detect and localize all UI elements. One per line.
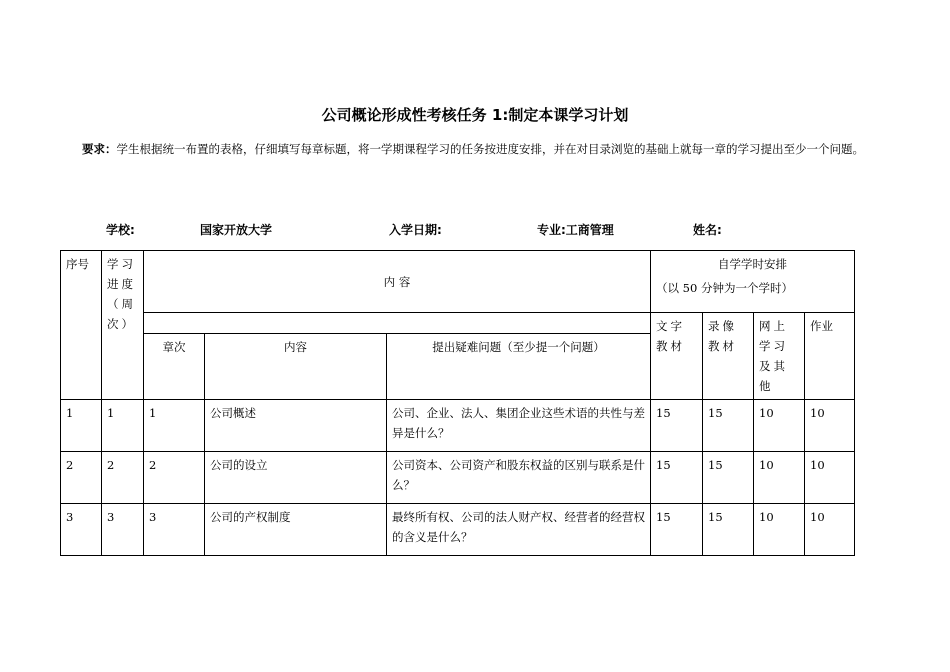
cell-online-hours: 10 bbox=[754, 400, 805, 452]
cell-video-hours: 15 bbox=[703, 504, 754, 556]
cell-text-hours: 15 bbox=[651, 400, 703, 452]
header-content-sub: 内容 bbox=[205, 334, 387, 400]
cell-question: 最终所有权、公司的法人财产权、经营者的经营权的含义是什么？ bbox=[387, 504, 651, 556]
cell-video-hours: 15 bbox=[703, 400, 754, 452]
cell-chapter: 2 bbox=[144, 452, 205, 504]
cell-question: 公司、企业、法人、集团企业这些术语的共性与差异是什么？ bbox=[387, 400, 651, 452]
cell-text-hours: 15 bbox=[651, 452, 703, 504]
header-content-spacer bbox=[144, 313, 651, 334]
name-label: 姓名: bbox=[693, 223, 722, 237]
header-text-material: 文字教材 bbox=[651, 313, 703, 400]
major-field: 专业:工商管理 bbox=[537, 223, 614, 237]
table-row bbox=[61, 504, 855, 556]
header-homework: 作业 bbox=[805, 313, 855, 400]
cell-content: 公司的产权制度 bbox=[205, 504, 387, 556]
cell-chapter: 3 bbox=[144, 504, 205, 556]
header-video-material: 录像教材 bbox=[703, 313, 754, 400]
requirement-label: 要求： bbox=[82, 142, 117, 156]
cell-text-hours: 15 bbox=[651, 504, 703, 556]
header-question: 提出疑难问题（至少提一个问题） bbox=[387, 334, 651, 400]
header-seq: 序号 bbox=[61, 251, 102, 400]
enroll-date-label: 入学日期: bbox=[389, 223, 442, 237]
cell-week: 3 bbox=[102, 504, 144, 556]
cell-online-hours: 10 bbox=[754, 504, 805, 556]
school-value: 国家开放大学 bbox=[200, 223, 273, 237]
header-self-study bbox=[651, 251, 855, 313]
table-row bbox=[61, 400, 855, 452]
header-row-2 bbox=[61, 313, 855, 334]
cell-question: 公司资本、公司资产和股东权益的区别与联系是什么？ bbox=[387, 452, 651, 504]
cell-content: 公司概述 bbox=[205, 400, 387, 452]
cell-seq: 1 bbox=[61, 400, 102, 452]
cell-seq: 2 bbox=[61, 452, 102, 504]
header-self-study-title: 自学学时安排 bbox=[718, 257, 787, 271]
header-content: 内 容 bbox=[144, 251, 651, 313]
header-self-study-note: （以 50 分钟为一个学时） bbox=[656, 281, 793, 295]
cell-seq: 3 bbox=[61, 504, 102, 556]
study-plan-table bbox=[60, 250, 855, 556]
school-label: 学校: bbox=[106, 223, 135, 237]
header-chapter: 章次 bbox=[144, 334, 205, 400]
requirement-paragraph bbox=[82, 138, 874, 160]
requirement-text: 学生根据统一布置的表格，仔细填写每章标题，将一学期课程学习的任务按进度安排，并在对目录浏览的基础上就每一章的学习提出至少一个问题。 bbox=[116, 142, 864, 156]
cell-chapter: 1 bbox=[144, 400, 205, 452]
cell-homework-hours: 10 bbox=[805, 452, 855, 504]
header-row-1 bbox=[61, 251, 855, 313]
header-online: 网上学习及其他 bbox=[754, 313, 805, 400]
cell-video-hours: 15 bbox=[703, 452, 754, 504]
cell-homework-hours: 10 bbox=[805, 400, 855, 452]
page-title: 公司概论形成性考核任务 1:制定本课学习计划 bbox=[321, 106, 629, 124]
cell-content: 公司的设立 bbox=[205, 452, 387, 504]
header-progress: 学习进度（周次） bbox=[102, 251, 144, 400]
cell-homework-hours: 10 bbox=[805, 504, 855, 556]
cell-week: 2 bbox=[102, 452, 144, 504]
cell-week: 1 bbox=[102, 400, 144, 452]
table-row bbox=[61, 452, 855, 504]
cell-online-hours: 10 bbox=[754, 452, 805, 504]
